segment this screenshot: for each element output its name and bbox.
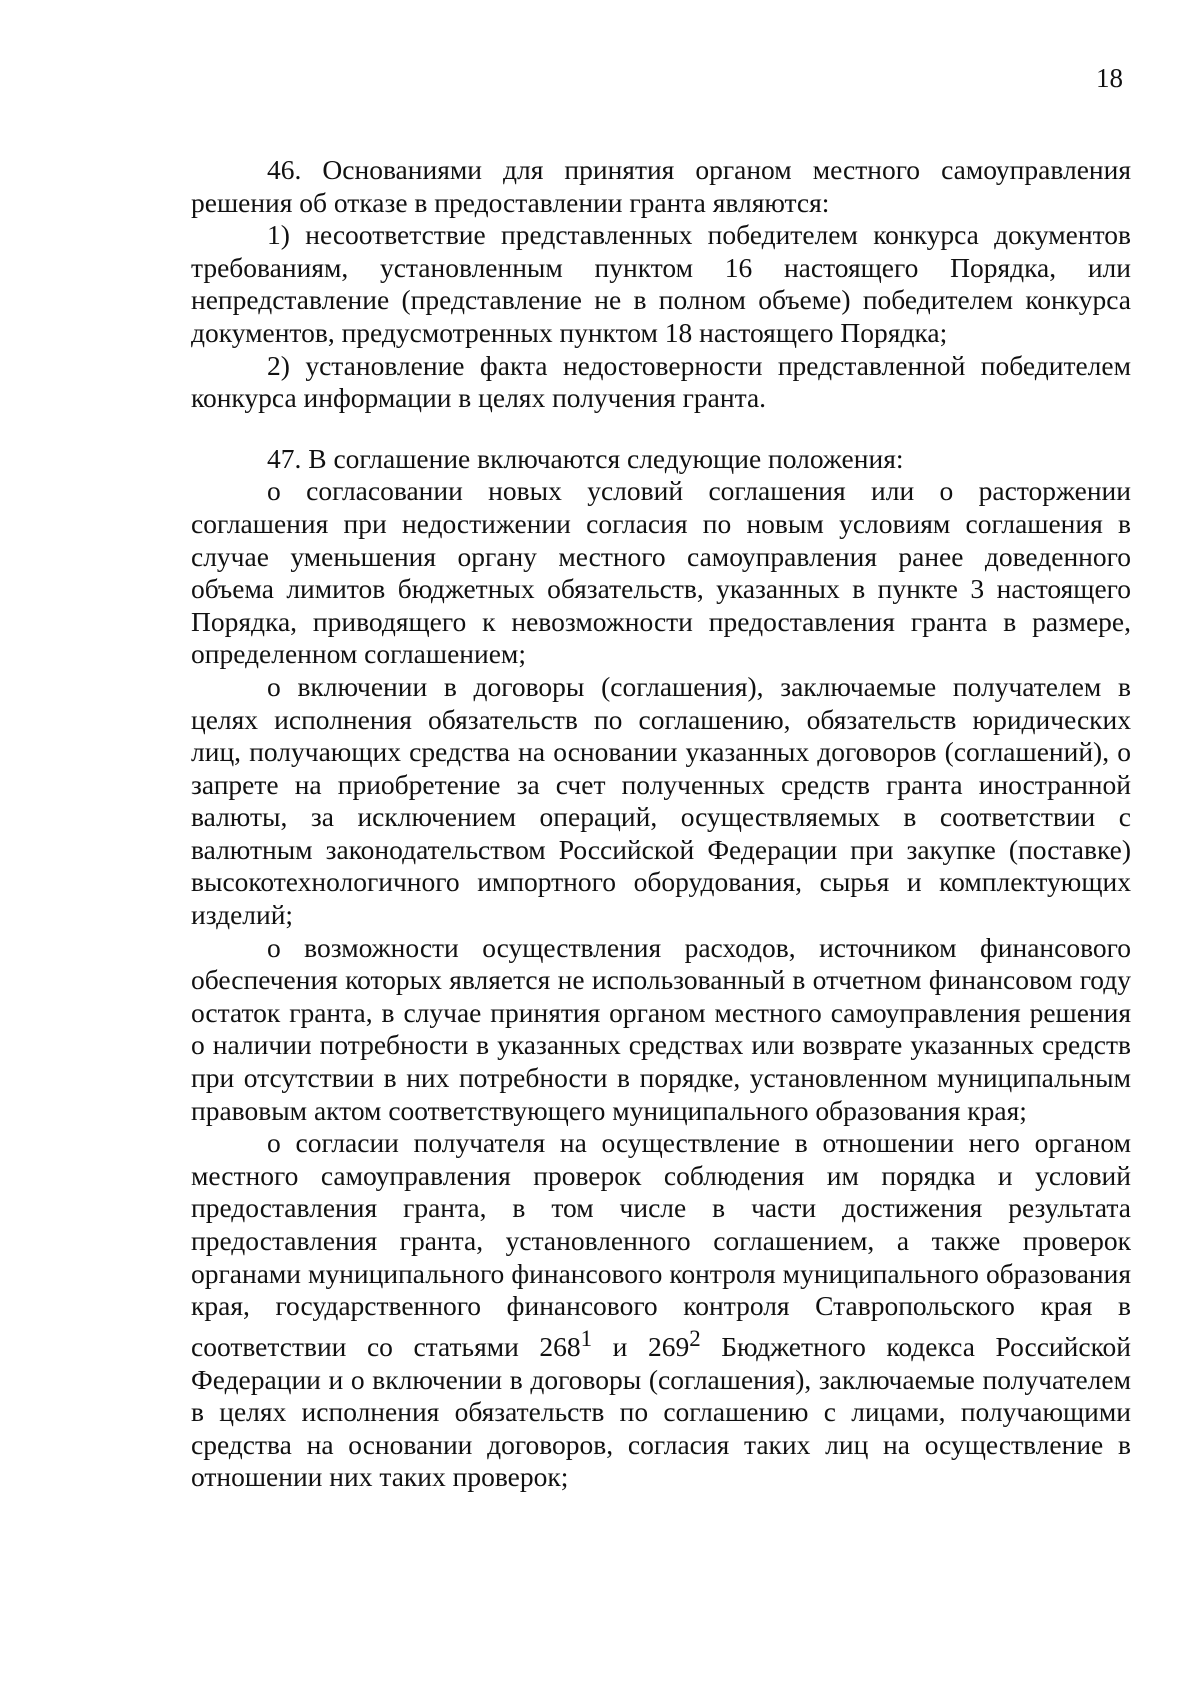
article-269-superscript: 2	[689, 1325, 701, 1351]
page-number: 18	[1096, 63, 1123, 93]
clause-47-intro: 47. В соглашение включаются следующие положения:	[267, 442, 904, 474]
clause-46-item-1: 1) несоответствие представленных победителем конкурса документов требованиям, установленным пунктом 16 настоящего Порядка, или непредставление (представление не в полном объеме) победителем конкурса документов, предусмотренных пунктом 18 настоящего Порядка;	[191, 219, 1131, 348]
clause-46-intro: 46. Основаниями для принятия органом местного самоуправления решения об отказе в предоставлении гранта являются:	[191, 154, 1131, 218]
clause-46-item-2: 2) установление факта недостоверности представленной победителем конкурса информации в целях получения гранта.	[191, 349, 1131, 414]
clause-47-item-1: о согласовании новых условий соглашения или о расторжении соглашения при недостижении согласия по новым условиям соглашения в случае уменьшения органу местного самоуправления ранее доведенного объема лимитов бюджетных обязательств, указанных в пункте 3 настоящего Порядка, приводящего к невозможности предоставления гранта в размере, определенном соглашением;	[191, 475, 1131, 670]
document-body	[191, 154, 1131, 1494]
clause-47-item-4-text-a: о согласии получателя на осуществление в отношении него органом местного самоуправления проверок соблюдения им порядка и условий предоставления гранта, в том числе в части достижения результата предоставления гранта, установленного соглашением, а также проверок органами муниципального финансового контроля муниципального образования края, государственного финансового контроля Ставропольского края в соответствии со статьями 268	[191, 1127, 1131, 1362]
clause-47-item-2: о включении в договоры (соглашения), заключаемые получателем в целях исполнения обязательств по соглашению, обязательств юридических лиц, получающих средства на основании указанных договоров (соглашений), о запрете на приобретение за счет полученных средств гранта иностранной валюты, за исключением операций, осуществляемых в соответствии с валютным законодательством Российской Федерации при закупке (поставке) высокотехнологичного импортного оборудования, сырья и комплектующих изделий;	[191, 670, 1131, 931]
clause-47-item-4-text-c: Бюджетного кодекса Российской Федерации и о включении в договоры (соглашения), заключаемые получателем в целях исполнения обязательств по соглашению с лицами, получающими средства на основании договоров, согласия таких лиц на осуществление в отношении них таких проверок;	[191, 1330, 1132, 1493]
clause-47-item-4-text-b: и 269	[592, 1330, 690, 1362]
article-268-superscript: 1	[580, 1325, 593, 1351]
clause-47-item-4	[191, 1127, 1131, 1494]
clause-47-item-3: о возможности осуществления расходов, источником финансового обеспечения которых является не использованный в отчетном финансовом году остаток гранта, в случае принятия органом местного самоуправления решения о наличии потребности в указанных средствах или возврате указанных средств при отсутствии в них потребности в порядке, установленном муниципальным правовым актом соответствующего муниципального образования края;	[191, 931, 1131, 1126]
paragraph-spacer	[191, 415, 1131, 443]
